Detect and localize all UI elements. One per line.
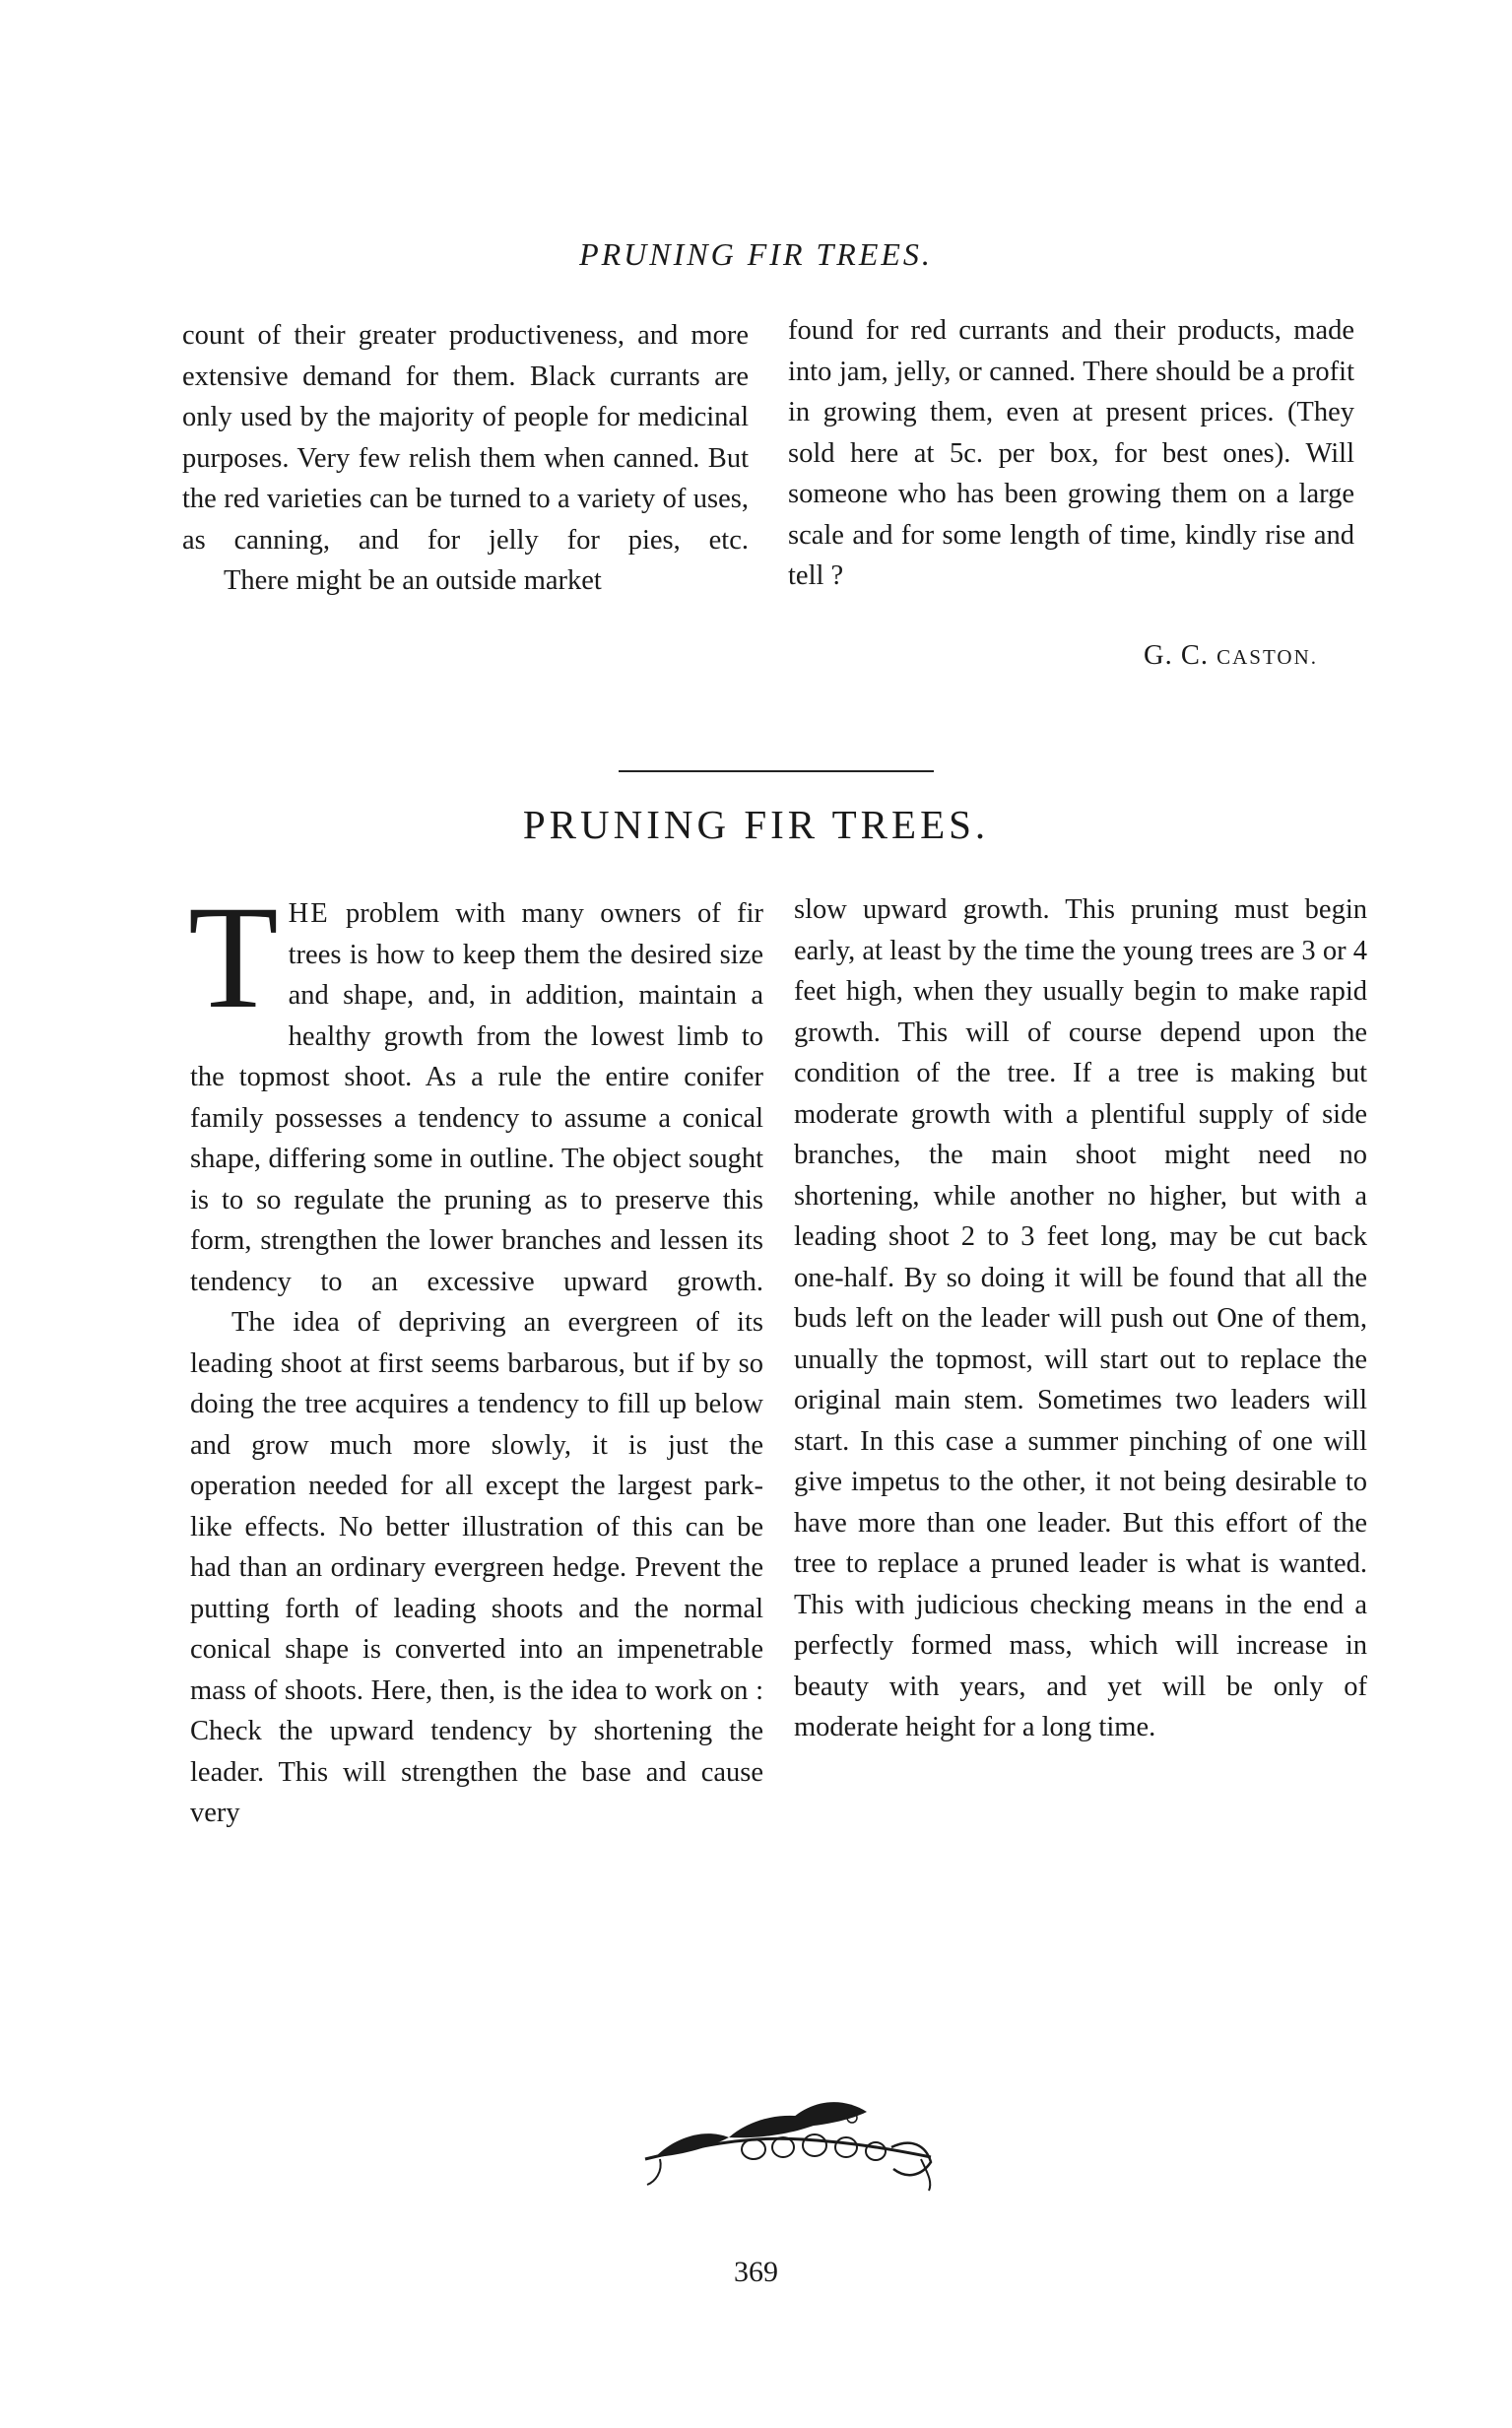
article-paragraph: slow upward growth. This pruning must begin early, at least by the time the young trees are 3 or 4 feet high, when they usually begin to make rapid growth. This will of course depend upon the condition of the tree. If a tree is making but moderate growth with a plentiful supply of side branches, the main shoot might need no shortening, while another no higher, but with a leading shoot 2 to 3 feet long, may be cut back one-half. By so doing it will be found that all the buds left on the leader will push out One of them, unually the topmost, will start out to replace the original main stem. Sometimes two leaders will start. In this case a summer pinching of one will give impetus to the other, it not being desirable to have more than one leader. But this effort of the tree to replace a pruned leader is what is wanted. This with judicious checking means in the end a perfectly formed mass, which will increase in beauty with years, and yet will be only of moderate height for a long time. [794, 894, 1367, 1742]
article-paragraph [188, 876, 763, 1302]
prev-article-right-column [788, 310, 1354, 597]
page-number: 369 [734, 2256, 778, 2288]
section-divider [619, 770, 934, 772]
running-head: PRUNING FIR TREES. [579, 236, 933, 272]
prev-article-paragraph: found for red currants and their products, made into jam, jelly, or canned. There should be a profit in growing them, even at present prices. (They sold here at 5c. per box, for best ones). Will someone who has been growing them on a large scale and for some length of time, kindly rise and tell ? [788, 315, 1354, 591]
article-right-column [794, 889, 1367, 1748]
opening-word: HE [288, 898, 330, 929]
article-title: PRUNING FIR TREES. [522, 802, 990, 847]
paragraph-text: problem with many owners of fir trees is how to keep them the desired size and shape, and, in addition, maintain a healthy growth from the lowest limb to the topmost shoot. As a rule the entire conifer family possesses a tendency to assume a conical shape, differing some in outline. The object sought is to so regulate the pruning as to preserve this form, strengthen the lower branches and lessen its tendency to an excessive upward growth. [190, 898, 763, 1297]
signature-surname: CASTON. [1216, 645, 1318, 669]
article-left-column [188, 876, 763, 1834]
author-signature [788, 640, 1318, 672]
botanical-vignette-icon [635, 2088, 951, 2197]
signature-initials: G. C. [1144, 640, 1209, 671]
drop-cap: T [188, 876, 279, 1039]
prev-article-paragraph: count of their greater productiveness, and more extensive demand for them. Black currants are only used by the majority of people for medicinal purposes. Very few relish them when canned. But the red varieties can be turned to a variety of uses, as canning, and for jelly for pies, etc. [182, 320, 749, 556]
prev-article-left-column [182, 315, 749, 602]
article-paragraph: The idea of depriving an evergreen of its leading shoot at first seems barbarous, but if by so doing the tree acquires a tendency to fill up below and grow much more slowly, it is just the operation needed for all except the largest park-like effects. No better illustration of this can be had than an ordinary evergreen hedge. Prevent the putting forth of leading shoots and the normal conical shape is converted into an impenetrable mass of shoots. Here, then, is the idea to work on : Check the upward tendency by shortening the leader. This will strengthen the base and cause very [190, 1307, 763, 1828]
prev-article-paragraph: There might be an outside market [224, 565, 602, 596]
